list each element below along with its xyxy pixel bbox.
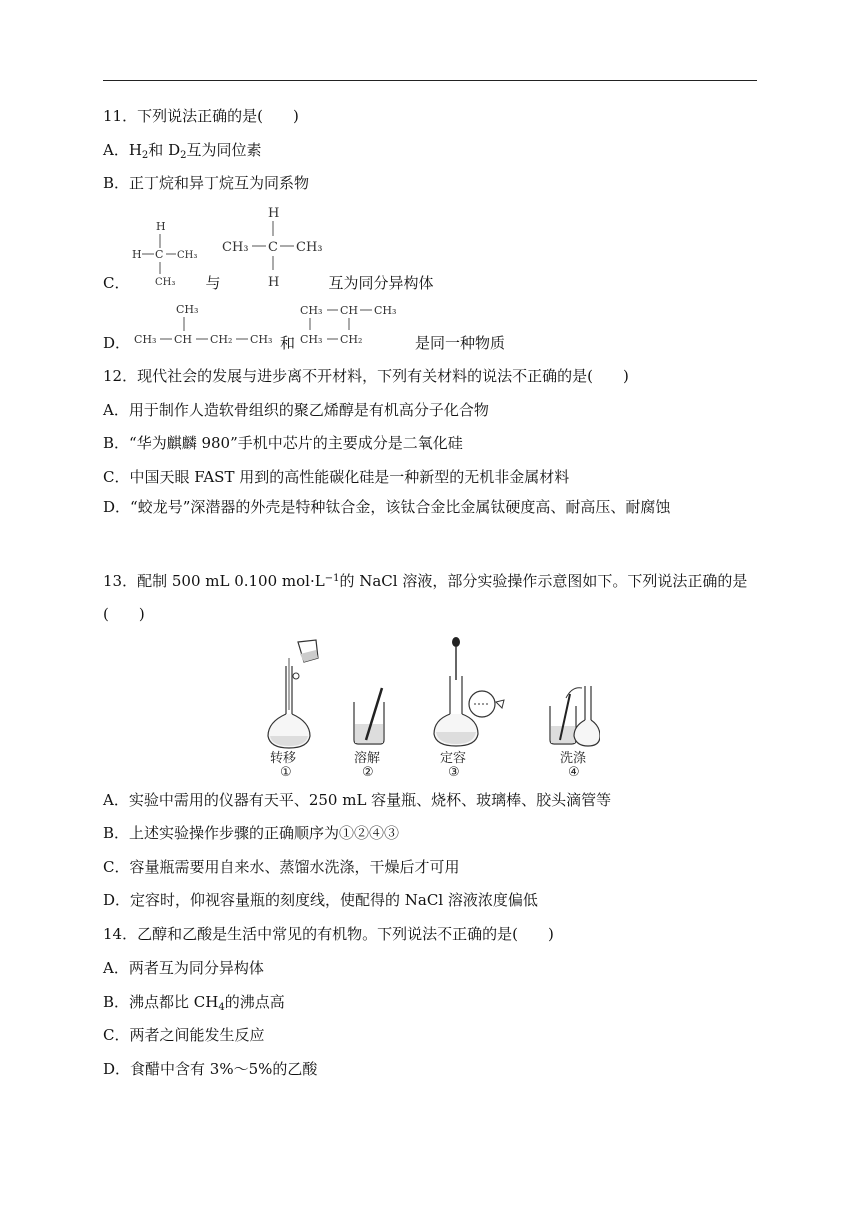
q13-stem: 13．配制 500 mL 0.100 $mol\cdot L^{-1}$的 NaCl 溶液，部分实验操作示意图如下。下列说法正确的是( ) [103, 572, 748, 623]
q11-option-d: D． 和 是同一种物质 [103, 334, 506, 352]
q11-option-c: C． 与 互为同分异构体 [103, 274, 434, 292]
header-rule [103, 80, 757, 81]
svg-text:CH: CH [174, 333, 193, 346]
svg-text:②: ② [362, 765, 374, 778]
svg-text:CH: CH [340, 304, 359, 317]
q12-option-a: A．用于制作人造软骨组织的聚乙烯醇是有机高分子化合物 [103, 401, 489, 419]
svg-text:H: H [132, 248, 142, 261]
dissolve-beaker-illustration [354, 688, 384, 744]
q13-option-c: C．容量瓶需要用自来水、蒸馏水洗涤，干燥后才可用 [103, 858, 460, 876]
q11-stem: 11．下列说法正确的是( ) [103, 107, 299, 125]
svg-text:CH₃: CH₃ [296, 240, 323, 255]
svg-text:CH₃: CH₃ [250, 333, 273, 346]
svg-text:溶解: 溶解 [354, 751, 381, 766]
q13-option-d: D．定容时，仰视容量瓶的刻度线，使配得的 NaCl 溶液浓度偏低 [103, 891, 538, 909]
q12-option-b: B．“华为麒麟 980”手机中芯片的主要成分是二氧化硅 [103, 434, 463, 452]
q12-option-d: D．“蛟龙号”深潜器的外壳是特种钛合金，该钛合金比金属钛硬度高、耐高压、耐腐蚀 [103, 498, 671, 516]
q11-option-b: B．正丁烷和异丁烷互为同系物 [103, 174, 310, 192]
svg-text:CH₃: CH₃ [300, 304, 323, 317]
q14-option-d: D．食醋中含有 3%～5%的乙酸 [103, 1060, 318, 1078]
volume-adjust-illustration [434, 637, 504, 746]
solution-preparation-figure [260, 636, 600, 778]
q14-option-c: C．两者之间能发生反应 [103, 1026, 265, 1044]
svg-text:CH₃: CH₃ [300, 333, 323, 346]
q14-option-b: B．沸点都比 $CH_4$的沸点高 [103, 993, 285, 1013]
q14-option-a: A．两者互为同分异构体 [103, 959, 264, 977]
svg-text:CH₃: CH₃ [176, 303, 199, 316]
q12-option-c: C．中国天眼 FAST 用到的高性能碳化硅是一种新型的无机非金属材料 [103, 468, 570, 486]
svg-text:③: ③ [448, 765, 460, 778]
q13-option-a: A．实验中需用的仪器有天平、250 mL 容量瓶、烧杯、玻璃棒、胶头滴管等 [103, 791, 612, 809]
svg-text:CH₂: CH₂ [340, 333, 363, 346]
svg-text:H: H [268, 206, 280, 221]
svg-text:CH₃: CH₃ [374, 304, 397, 317]
svg-text:洗涤: 洗涤 [560, 751, 587, 766]
svg-text:C: C [155, 248, 164, 261]
svg-text:H: H [156, 220, 166, 233]
svg-text:CH₃: CH₃ [222, 240, 249, 255]
svg-text:定容: 定容 [440, 751, 467, 766]
svg-text:CH₃: CH₃ [155, 277, 176, 288]
svg-text:H: H [268, 275, 280, 290]
q12-stem: 12．现代社会的发展与进步离不开材料，下列有关材料的说法不正确的是( ) [103, 367, 629, 385]
svg-text:CH₃: CH₃ [134, 333, 157, 346]
q11-option-a: A．$H_2$和 $D_2$互为同位素 [103, 141, 262, 161]
svg-text:CH₂: CH₂ [210, 333, 233, 346]
structure-c2 [220, 202, 335, 292]
svg-text:转移: 转移 [270, 751, 297, 766]
svg-text:①: ① [280, 765, 292, 778]
structure-d2 [300, 298, 410, 350]
svg-text:④: ④ [568, 765, 580, 778]
structure-d1 [132, 298, 292, 350]
svg-text:C: C [268, 240, 278, 255]
q14-stem: 14．乙醇和乙酸是生活中常见的有机物。下列说法不正确的是( ) [103, 925, 554, 943]
svg-text:CH₃: CH₃ [177, 250, 198, 261]
q13-option-b: B．上述实验操作步骤的正确顺序为①②④③ [103, 824, 400, 842]
wash-illustration [550, 686, 600, 746]
transfer-flask-illustration [268, 640, 318, 748]
